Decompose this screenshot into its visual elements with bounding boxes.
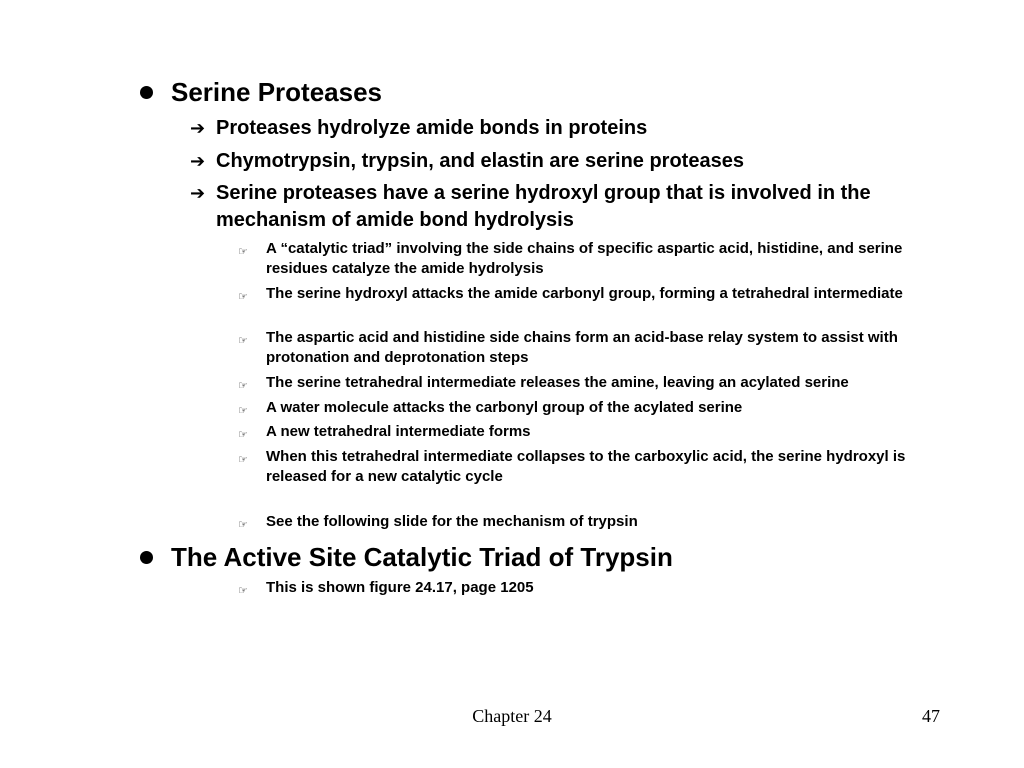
subpoint-text: When this tetrahedral intermediate collapses to the carboxylic acid, the serine hydroxyl is released for a new catalytic cycle: [266, 448, 906, 485]
subpoint-text: The aspartic acid and histidine side chains form an acid-base relay system to assist with protonation and deprotonation steps: [266, 329, 898, 366]
hand-pointer-bullet-icon: ☞: [238, 428, 248, 441]
footer-chapter: Chapter 24: [472, 706, 552, 726]
hand-pointer-bullet-icon: ☞: [238, 518, 248, 531]
footer-page-number: 47: [922, 706, 940, 726]
subpoint-item: [238, 398, 938, 418]
section-title: Serine Proteases: [171, 77, 383, 107]
filled-circle-bullet-icon: [140, 86, 153, 99]
point-item: [190, 180, 950, 234]
right-arrow-bullet-icon: ➔: [190, 118, 206, 139]
hand-pointer-bullet-icon: ☞: [238, 584, 248, 597]
point-item: [190, 148, 950, 175]
hand-pointer-bullet-icon: ☞: [238, 245, 248, 258]
subpoint-text: See the following slide for the mechanism of trypsin: [266, 513, 638, 530]
hand-pointer-bullet-icon: ☞: [238, 290, 248, 303]
section-title: The Active Site Catalytic Triad of Trypsin: [171, 542, 673, 572]
right-arrow-bullet-icon: ➔: [190, 183, 206, 204]
subpoint-text: The serine hydroxyl attacks the amide carbonyl group, forming a tetrahedral intermediate: [266, 285, 903, 302]
subpoint-text: A “catalytic triad” involving the side chains of specific aspartic acid, histidine, and serine residues catalyze the amide hydrolysis: [266, 240, 903, 277]
point-item: [190, 115, 950, 142]
point-text: Serine proteases have a serine hydroxyl group that is involved in the mechanism of amide bond hydrolysis: [216, 182, 871, 231]
subpoint-item: [238, 328, 938, 368]
right-arrow-bullet-icon: ➔: [190, 151, 206, 172]
subpoint-text: The serine tetrahedral intermediate releases the amine, leaving an acylated serine: [266, 374, 849, 391]
point-text: Chymotrypsin, trypsin, and elastin are serine proteases: [216, 150, 744, 172]
subpoint-item: [238, 373, 938, 393]
subpoint-item: [238, 447, 938, 487]
subpoint-text: A water molecule attacks the carbonyl group of the acylated serine: [266, 399, 743, 416]
hand-pointer-bullet-icon: ☞: [238, 404, 248, 417]
filled-circle-bullet-icon: [140, 551, 153, 564]
subpoint-text: A new tetrahedral intermediate forms: [266, 423, 531, 440]
hand-pointer-bullet-icon: ☞: [238, 379, 248, 392]
subpoint-item: [238, 284, 938, 304]
subpoint-item: [238, 422, 938, 442]
hand-pointer-bullet-icon: ☞: [238, 334, 248, 347]
subpoint-item: [238, 512, 938, 532]
point-text: Proteases hydrolyze amide bonds in proteins: [216, 117, 648, 139]
subpoint-item: [238, 239, 938, 279]
subpoint-text: This is shown figure 24.17, page 1205: [266, 579, 534, 596]
subpoint-item: [238, 578, 938, 598]
hand-pointer-bullet-icon: ☞: [238, 453, 248, 466]
